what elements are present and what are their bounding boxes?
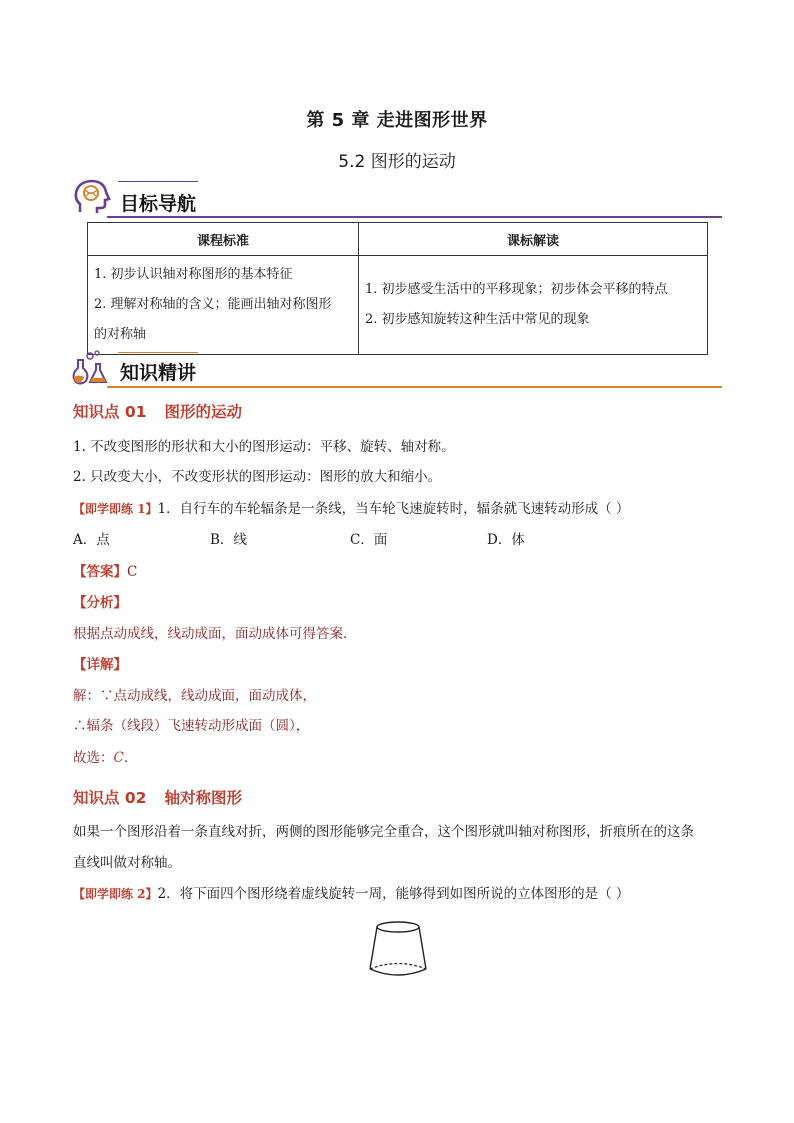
kp1-line: 1. 不改变图形的形状和大小的图形运动：平移、旋转、轴对称。 <box>73 439 455 455</box>
exercise-1 <box>73 499 629 519</box>
heading-overline <box>118 181 198 182</box>
goals-divider <box>107 216 722 218</box>
option-c: C．面 <box>350 532 388 548</box>
exercise-tag: 【即学即练 2】 <box>73 887 158 901</box>
table-header-standard: 课程标准 <box>88 223 359 256</box>
kp1-label: 知识点 01 <box>73 403 147 421</box>
analysis-text: 根据点动成线，线动成面，面动成体可得答案． <box>73 626 357 642</box>
table-header-interpretation: 课标解读 <box>359 223 708 256</box>
standards-table <box>87 222 708 355</box>
exercise-text: 2．将下面四个图形绕着虚线旋转一周，能够得到如图所说的立体图形的是（ ） <box>157 886 630 902</box>
lab-flask-icon <box>70 350 110 386</box>
kp1-title: 图形的运动 <box>164 403 242 421</box>
kp2-heading <box>73 786 242 808</box>
exercise-tag: 【即学即练 1】 <box>73 502 158 516</box>
interpretation-item: 2. 初步感知旋转这种生活中常见的现象 <box>365 312 590 327</box>
kp2-line: 如果一个图形沿着一条直线对折，两侧的图形能够完全重合，这个图形就叫轴对称图形，折痕所在的这条 <box>73 824 694 840</box>
detail-tag: 【详解】 <box>73 657 127 673</box>
knowledge-heading: 知识精讲 <box>120 362 197 384</box>
standard-item: 的对称轴 <box>94 327 147 342</box>
option-b: B．线 <box>210 532 247 548</box>
kp1-heading <box>73 400 242 422</box>
exercise-2 <box>73 884 629 904</box>
section-title: 5.2 图形的运动 <box>338 152 456 172</box>
chapter-title: 第 5 章 走进图形世界 <box>306 110 488 131</box>
interpretation-item: 1. 初步感受生活中的平移现象；初步体会平移的特点 <box>365 282 668 297</box>
knowledge-divider <box>107 386 722 388</box>
standard-item: 2. 理解对称轴的含义；能画出轴对称图形 <box>94 297 332 312</box>
detail-final-suffix: ． <box>123 750 138 766</box>
detail-final-value: C <box>113 750 124 766</box>
answer-line <box>73 562 137 582</box>
analysis-tag: 【分析】 <box>73 595 127 611</box>
answer-value: C <box>127 564 138 580</box>
kp2-line: 直线叫做对称轴。 <box>73 855 181 871</box>
detail-line: 解：∵点动成线，线动成面，面动成体， <box>73 688 316 704</box>
detail-final-prefix: 故选： <box>73 750 114 766</box>
option-a: A．点 <box>73 532 110 548</box>
heading-overline <box>118 352 198 353</box>
goals-heading: 目标导航 <box>120 193 197 215</box>
interpretation-cell <box>359 256 708 355</box>
exercise-1-options <box>73 530 673 550</box>
frustum-figure <box>366 918 430 980</box>
standard-cell <box>88 256 359 355</box>
kp2-label: 知识点 02 <box>73 789 147 807</box>
option-d: D．体 <box>487 532 525 548</box>
detail-final <box>73 748 137 768</box>
exercise-text: 1．自行车的车轮辐条是一条线，当车轮飞速旋转时，辐条就飞速转动形成（ ） <box>157 501 630 517</box>
kp1-line: 2. 只改变大小，不改变形状的图形运动：图形的放大和缩小。 <box>73 469 442 485</box>
detail-line: ∴辐条（线段）飞速转动形成面（圆）， <box>73 718 310 734</box>
standard-item: 1. 初步认识轴对称图形的基本特征 <box>94 267 293 282</box>
answer-tag: 【答案】 <box>73 564 127 580</box>
kp2-title: 轴对称图形 <box>164 789 242 807</box>
brain-head-icon <box>72 178 112 218</box>
